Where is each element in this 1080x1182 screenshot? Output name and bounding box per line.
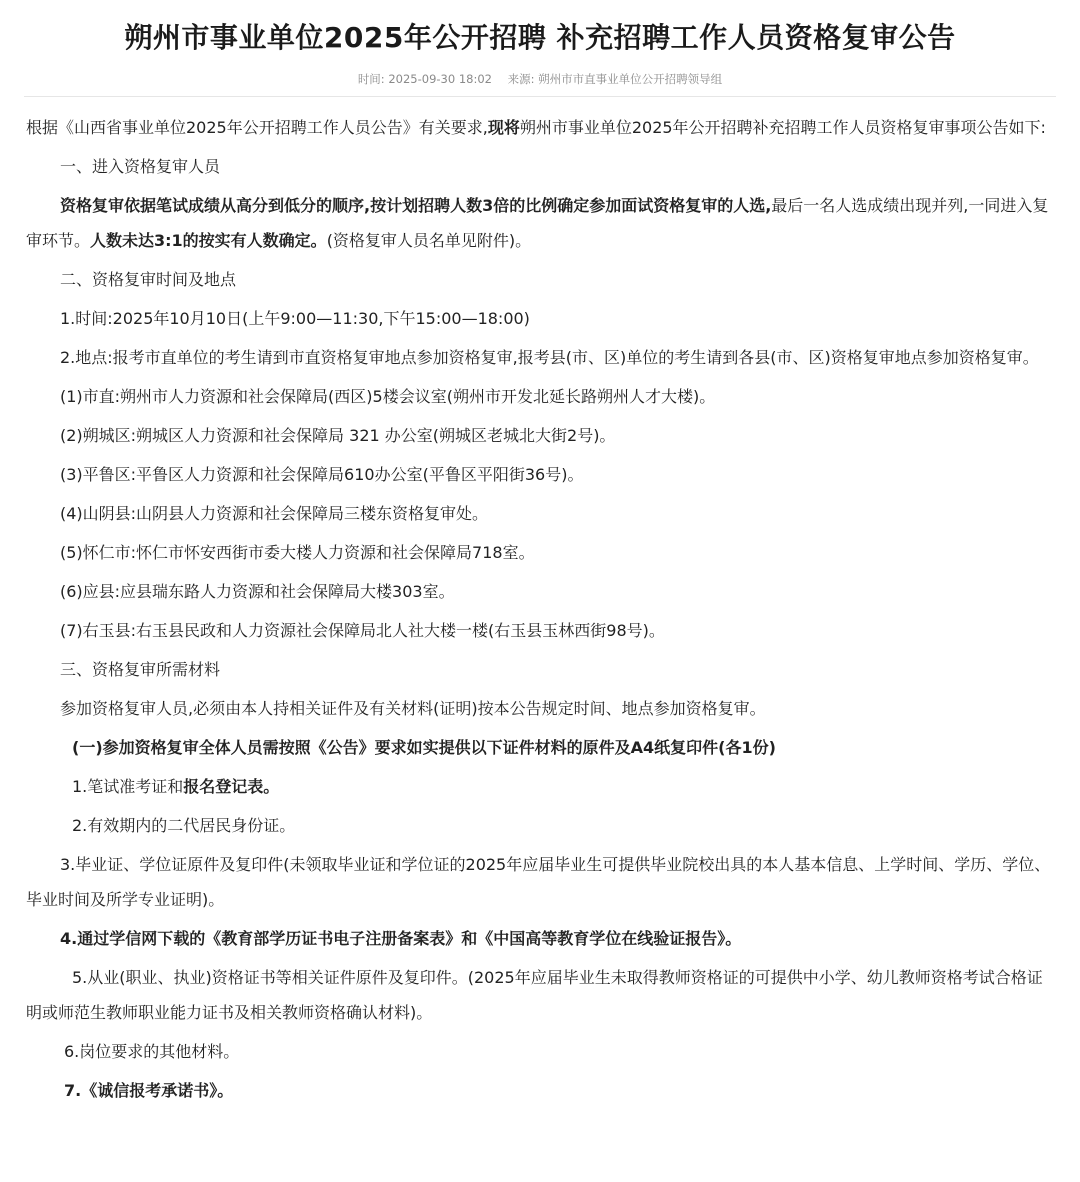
- article-source: [508, 72, 723, 86]
- section-1-text-d: (资格复审人员名单见附件)。: [326, 231, 532, 250]
- header-divider: [24, 96, 1056, 97]
- publish-time-label: 时间:: [357, 72, 385, 86]
- section-3-subheading: (一)参加资格复审全体人员需按照《公告》要求如实提供以下证件材料的原件及A4纸复印件(各1份): [72, 738, 776, 757]
- material-item-1-text-a: 1.笔试准考证和: [72, 777, 184, 796]
- intro-text-b: 现将: [487, 118, 520, 137]
- material-item-7: 7.《诚信报考承诺书》。: [64, 1081, 234, 1100]
- intro-text-a: 根据《山西省事业单位2025年公开招聘工作人员公告》有关要求,: [26, 118, 488, 137]
- section-2-place: 2.地点:报考市直单位的考生请到市直资格复审地点参加资格复审,报考县(市、区)单位的考生请到各县(市、区)资格复审地点参加资格复审。: [60, 348, 1039, 367]
- intro-text-c: 朔州市事业单位2025年公开招聘补充招聘工作人员资格复审事项公告如下:: [519, 118, 1046, 137]
- material-item-1-text-b: 报名登记表。: [183, 777, 280, 796]
- section-3-paragraph: 参加资格复审人员,必须由本人持相关证件及有关材料(证明)按本公告规定时间、地点参加资格复审。: [60, 699, 766, 718]
- publish-time: [358, 72, 492, 86]
- intro-paragraph: [26, 110, 1058, 145]
- publish-time-value: 2025-09-30 18:02: [388, 72, 492, 86]
- section-1-paragraph: [26, 188, 1058, 258]
- section-1-text-b: 最后一名人选成绩出现并列,一同进入复审环节。: [26, 196, 1049, 250]
- location-item: (2)朔城区:朔城区人力资源和社会保障局 321 办公室(朔城区老城北大街2号)。: [60, 426, 616, 445]
- location-item: (4)山阴县:山阴县人力资源和社会保障局三楼东资格复审处。: [60, 504, 489, 523]
- section-1-heading: 一、进入资格复审人员: [60, 157, 221, 176]
- article-title: 朔州市事业单位2025年公开招聘 补充招聘工作人员资格复审公告: [124, 21, 956, 54]
- location-item: (5)怀仁市:怀仁市怀安西街市委大楼人力资源和社会保障局718室。: [60, 543, 535, 562]
- section-2-time: 1.时间:2025年10月10日(上午9:00—11:30,下午15:00—18:00): [60, 309, 530, 328]
- section-1-text-a: 资格复审依据笔试成绩从高分到低分的顺序,按计划招聘人数3倍的比例确定参加面试资格复审的人选,: [60, 196, 772, 215]
- location-item: (1)市直:朔州市人力资源和社会保障局(西区)5楼会议室(朔州市开发北延长路朔州人才大楼)。: [60, 387, 716, 406]
- location-item: (6)应县:应县瑞东路人力资源和社会保障局大楼303室。: [60, 582, 455, 601]
- article-meta: [0, 71, 1080, 87]
- material-item-1: [26, 769, 1058, 804]
- source-value: 朔州市市直事业单位公开招聘领导组: [538, 72, 723, 86]
- material-item-2: 2.有效期内的二代居民身份证。: [72, 816, 296, 835]
- source-label: 来源:: [507, 72, 535, 86]
- material-item-6: 6.岗位要求的其他材料。: [64, 1042, 240, 1061]
- article-body: [26, 110, 1058, 1112]
- location-item: (3)平鲁区:平鲁区人力资源和社会保障局610办公室(平鲁区平阳街36号)。: [60, 465, 584, 484]
- section-2-heading: 二、资格复审时间及地点: [60, 270, 237, 289]
- material-item-4: 4.通过学信网下载的《教育部学历证书电子注册备案表》和《中国高等教育学位在线验证报告》。: [60, 929, 742, 948]
- section-3-heading: 三、资格复审所需材料: [60, 660, 221, 679]
- material-item-3: 3.毕业证、学位证原件及复印件(未领取毕业证和学位证的2025年应届毕业生可提供毕业院校出具的本人基本信息、上学时间、学历、学位、毕业时间及所学专业证明)。: [26, 855, 1051, 909]
- section-1-text-c: 人数未达3:1的按实有人数确定。: [90, 231, 327, 250]
- material-item-5: 5.从业(职业、执业)资格证书等相关证件原件及复印件。(2025年应届毕业生未取得教师资格证的可提供中小学、幼儿教师资格考试合格证明或师范生教师职业能力证书及相关教师资格确认材料)。: [26, 968, 1043, 1022]
- location-item: (7)右玉县:右玉县民政和人力资源社会保障局北人社大楼一楼(右玉县玉林西街98号)。: [60, 621, 665, 640]
